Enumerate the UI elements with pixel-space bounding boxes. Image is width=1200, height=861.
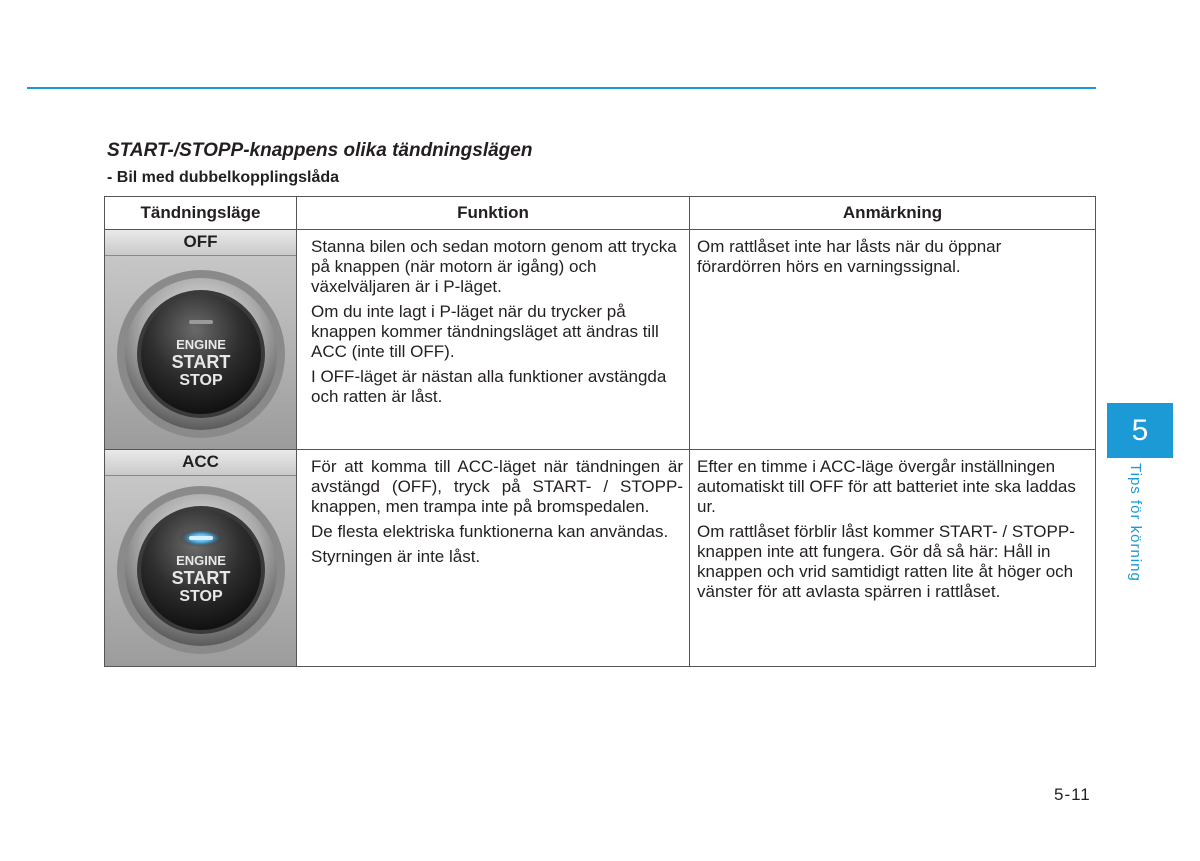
remark-cell — [690, 230, 1096, 450]
button-text-start: START — [171, 568, 231, 588]
chapter-label: Tips för körning — [1127, 463, 1144, 582]
chapter-tab: 5 — [1107, 403, 1173, 458]
button-text-engine: ENGINE — [176, 553, 226, 568]
mode-cell — [105, 450, 297, 667]
function-cell — [297, 230, 690, 450]
section-title: START-/STOPP-knappens olika tändningslägen — [107, 140, 533, 161]
remark-paragraph: Om rattlåset inte har låsts när du öppnar förardörren hörs en varningssignal. — [697, 237, 1002, 276]
page-number: 5-11 — [1054, 785, 1091, 804]
button-text-start: START — [171, 352, 231, 372]
top-rule — [27, 87, 1096, 89]
header-function: Funktion — [297, 197, 690, 230]
header-mode: Tändningsläge — [105, 197, 297, 230]
engine-start-stop-button-icon — [113, 266, 289, 442]
button-text-stop: STOP — [179, 372, 223, 389]
header-remark: Anmärkning — [690, 197, 1096, 230]
ignition-modes-table — [104, 196, 1096, 667]
mode-cell — [105, 230, 297, 450]
section-subtitle: - Bil med dubbelkopplingslåda — [107, 169, 340, 186]
mode-label: ACC — [105, 450, 296, 476]
start-stop-button-image — [105, 476, 296, 666]
engine-start-stop-button-lit-icon — [113, 482, 289, 658]
function-paragraph: Stanna bilen och sedan motorn genom att trycka på knappen (när motorn är igång) och växelväljaren är i P-läget. — [311, 237, 677, 296]
function-paragraph: I OFF-läget är nästan alla funktioner avstängda och ratten är låst. — [311, 367, 667, 406]
start-stop-button-image — [105, 256, 296, 449]
remark-paragraph: Efter en timme i ACC-läge övergår inställningen automatiskt till OFF för att batteriet inte ska laddas ur. — [697, 457, 1076, 516]
table-row-acc — [105, 450, 1096, 667]
function-paragraph: Om du inte lagt i P-läget när du trycker på knappen kommer tändningsläget att ändras till ACC (inte till OFF). — [311, 302, 659, 361]
button-text-stop: STOP — [179, 588, 223, 605]
function-paragraph: För att komma till ACC-läget när tändningen är avstängd (OFF), tryck på START- / STOPP-knappen, men trampa inte på bromspedalen. — [311, 457, 683, 516]
function-paragraph: Styrningen är inte låst. — [311, 547, 481, 566]
remark-paragraph: Om rattlåset förblir låst kommer START- / STOPP-knappen inte att fungera. Gör då så här: Håll in knappen och vrid samtidigt ratten lite åt höger och vänster för att avlasta spärren i rattlåset. — [697, 522, 1075, 601]
button-text-engine: ENGINE — [176, 337, 226, 352]
table-row-off — [105, 230, 1096, 450]
function-cell — [297, 450, 690, 667]
mode-label: OFF — [105, 230, 296, 256]
function-paragraph: De flesta elektriska funktionerna kan användas. — [311, 522, 669, 541]
table-header-row — [105, 197, 1096, 230]
remark-cell — [690, 450, 1096, 667]
